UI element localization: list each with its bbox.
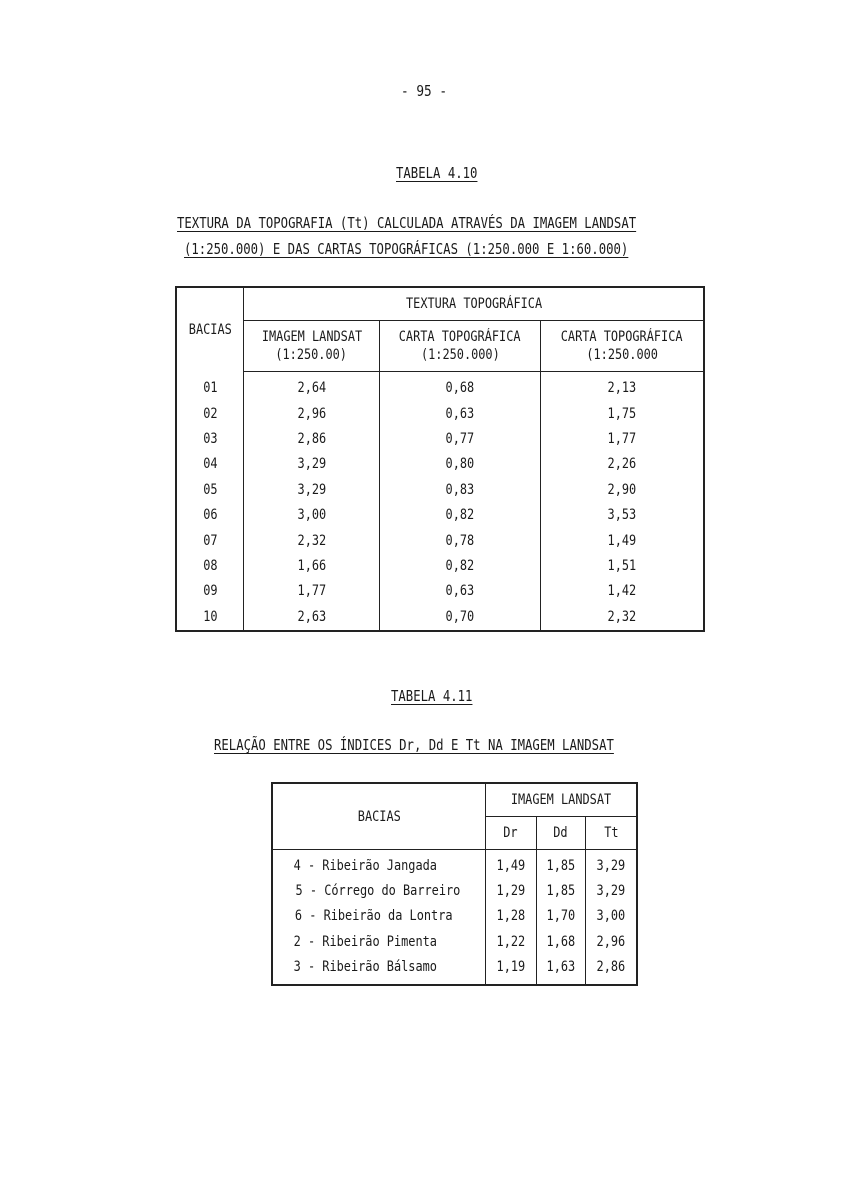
cell-carta2: 1,49	[541, 528, 704, 553]
table-row	[176, 605, 704, 631]
cell-tt: 2,96	[586, 930, 637, 955]
cell-bacia: 5 - Córrego do Barreiro	[272, 879, 486, 904]
cell-carta1: 0,63	[379, 401, 540, 426]
table-row	[176, 427, 704, 452]
header-imagem-landsat: IMAGEM LANDSAT (1:250.00)	[244, 321, 380, 372]
page-number: - 95 -	[400, 82, 448, 100]
cell-bacia: 10	[176, 605, 244, 631]
cell-bacia: 06	[176, 503, 244, 528]
cell-carta2: 2,32	[541, 605, 704, 631]
header-textura-topografica: TEXTURA TOPOGRÁFICA	[244, 287, 704, 321]
table-row	[272, 904, 637, 929]
header-tt: Tt	[586, 817, 637, 850]
cell-carta2: 2,90	[541, 478, 704, 503]
table-4-10-caption-line1: TEXTURA DA TOPOGRAFIA (Tt) CALCULADA ATRAVÉS DA IMAGEM LANDSAT	[177, 214, 637, 232]
cell-landsat: 3,29	[244, 452, 380, 477]
cell-landsat: 2,32	[244, 528, 380, 553]
cell-bacia: 08	[176, 554, 244, 579]
cell-bacia: 2 - Ribeirão Pimenta	[272, 930, 486, 955]
header-dr: Dr	[486, 817, 536, 850]
cell-dd: 1,68	[536, 930, 585, 955]
cell-landsat: 3,29	[244, 478, 380, 503]
cell-landsat: 2,96	[244, 401, 380, 426]
cell-bacia: 3 - Ribeirão Bálsamo	[272, 955, 486, 985]
cell-tt: 3,29	[586, 850, 637, 880]
cell-bacia: 4 - Ribeirão Jangada	[272, 850, 486, 880]
cell-carta2: 3,53	[541, 503, 704, 528]
header-bacias: BACIAS	[272, 783, 486, 850]
table-4-10	[175, 286, 705, 632]
cell-landsat: 1,77	[244, 579, 380, 604]
cell-carta1: 0,83	[379, 478, 540, 503]
cell-carta1: 0,70	[379, 605, 540, 631]
cell-dr: 1,49	[486, 850, 536, 880]
table-row	[176, 528, 704, 553]
table-row	[176, 401, 704, 426]
cell-carta1: 0,80	[379, 452, 540, 477]
cell-bacia: 03	[176, 427, 244, 452]
cell-tt: 3,29	[586, 879, 637, 904]
cell-landsat: 1,66	[244, 554, 380, 579]
cell-dr: 1,19	[486, 955, 536, 985]
cell-tt: 3,00	[586, 904, 637, 929]
cell-carta2: 1,51	[541, 554, 704, 579]
cell-tt: 2,86	[586, 955, 637, 985]
cell-bacia: 05	[176, 478, 244, 503]
cell-carta1: 0,82	[379, 503, 540, 528]
header-dd: Dd	[536, 817, 585, 850]
cell-carta1: 0,63	[379, 579, 540, 604]
table-row	[176, 554, 704, 579]
table-row	[272, 879, 637, 904]
table-4-11-label: TABELA 4.11	[391, 687, 473, 705]
header-bacias: BACIAS	[176, 287, 244, 372]
table-row	[176, 452, 704, 477]
cell-carta2: 2,26	[541, 452, 704, 477]
table-row	[272, 850, 637, 880]
cell-carta2: 1,42	[541, 579, 704, 604]
cell-carta2: 2,13	[541, 372, 704, 402]
header-carta-topografica-2: CARTA TOPOGRÁFICA (1:250.000	[541, 321, 704, 372]
table-row	[176, 478, 704, 503]
cell-bacia: 6 - Ribeirão da Lontra	[272, 904, 486, 929]
cell-dr: 1,22	[486, 930, 536, 955]
cell-dd: 1,85	[536, 879, 585, 904]
header-carta-topografica-1: CARTA TOPOGRÁFICA (1:250.000)	[379, 321, 540, 372]
cell-bacia: 02	[176, 401, 244, 426]
cell-carta1: 0,68	[379, 372, 540, 402]
cell-dr: 1,29	[486, 879, 536, 904]
cell-carta1: 0,77	[379, 427, 540, 452]
cell-carta2: 1,77	[541, 427, 704, 452]
cell-landsat: 2,63	[244, 605, 380, 631]
cell-dd: 1,85	[536, 850, 585, 880]
cell-dd: 1,63	[536, 955, 585, 985]
table-4-10-label: TABELA 4.10	[396, 164, 478, 182]
cell-bacia: 07	[176, 528, 244, 553]
table-row	[176, 372, 704, 402]
table-4-11	[271, 782, 638, 986]
header-imagem-landsat: IMAGEM LANDSAT	[486, 783, 637, 817]
cell-dr: 1,28	[486, 904, 536, 929]
cell-dd: 1,70	[536, 904, 585, 929]
cell-carta2: 1,75	[541, 401, 704, 426]
cell-carta1: 0,82	[379, 554, 540, 579]
table-row	[272, 955, 637, 985]
cell-landsat: 2,64	[244, 372, 380, 402]
table-4-11-caption: RELAÇÃO ENTRE OS ÍNDICES Dr, Dd E Tt NA IMAGEM LANDSAT	[214, 736, 614, 754]
cell-carta1: 0,78	[379, 528, 540, 553]
cell-bacia: 04	[176, 452, 244, 477]
cell-landsat: 3,00	[244, 503, 380, 528]
cell-landsat: 2,86	[244, 427, 380, 452]
table-4-10-caption-line2: (1:250.000) E DAS CARTAS TOPOGRÁFICAS (1:250.000 E 1:60.000)	[184, 240, 629, 258]
table-row	[272, 930, 637, 955]
cell-bacia: 01	[176, 372, 244, 402]
table-row	[176, 503, 704, 528]
table-row	[176, 579, 704, 604]
cell-bacia: 09	[176, 579, 244, 604]
